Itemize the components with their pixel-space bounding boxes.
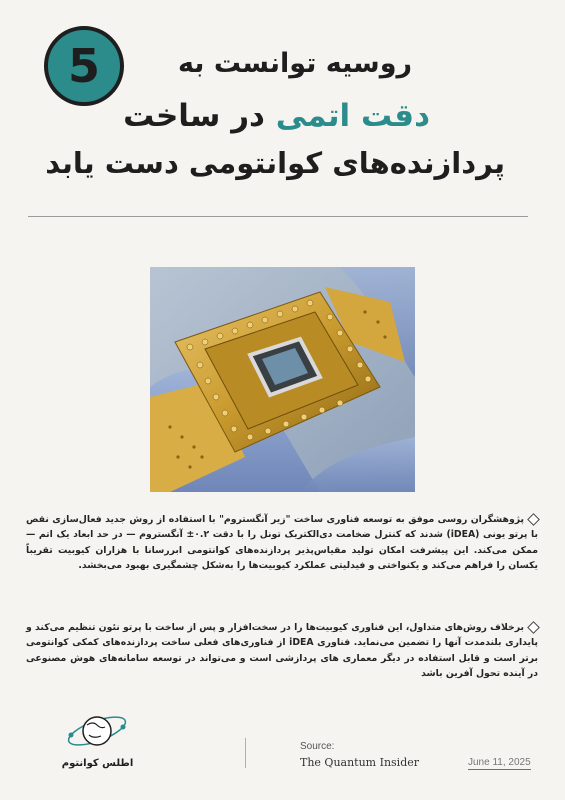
- headline-line-2-rest: در ساخت: [123, 98, 265, 134]
- paragraph-2-text: برخلاف روش‌های متداول، این فناوری کیوبیت‌ها را در سخت‌افزار و پس از ساخت با پرتو نئون تنظیم می‌کند و پایداری بلندمدت آنها را تضمین می‌نماید. فناوری iDEA از فناوری‌های فعلی ساخت پردازنده‌های کمکی کوانتومی برتر است و قابل استفاده در دیگر معماری های پردازشی است و می‌تواند در توسعه سامانه‌های هوش مصنوعی در آینده تحول آفرین باشد: [26, 622, 538, 679]
- quantum-atlas-logo: [57, 707, 137, 782]
- paragraph-2: [26, 620, 538, 681]
- headline-line-1: روسیه توانست به: [177, 48, 413, 79]
- source-name: The Quantum Insider: [300, 756, 420, 769]
- number-badge: [44, 26, 124, 106]
- headline-line-2: [123, 98, 430, 134]
- headline-line-3: پردازنده‌های کوانتومی دست یابد: [45, 146, 505, 180]
- diamond-bullet-icon: [527, 513, 540, 526]
- publish-date: June 11, 2025: [468, 757, 531, 768]
- paragraph-1-text: پژوهشگران روسی موفق به توسعه فناوری ساخت "زیر آنگستروم" با استفاده از روش جدید فعال‌سازی نقص با پرتو یونی (iDEA) شدند که کنترل ضخامت دی‌الکتریک تونل را با دقت ۰.۲± آنگستروم — در حد ابعاد یک اتم — ممکن می‌کند. این پیشرفت امکان تولید مقیاس‌پذیر پردازنده‌های کوانتومی ابررسانا با هزاران کیوبیت تقریباً یکسان را فراهم می‌کند و یکنواختی و فیدلیتی عملکرد کیوبیت‌ها را به‌شکل چشمگیری بهبود می‌بخشد.: [26, 514, 538, 571]
- headline-highlight: دقت اتمی: [275, 98, 430, 134]
- source-label: Source:: [300, 741, 335, 752]
- logo-brand-text: اطلس کوانتوم: [61, 758, 134, 769]
- divider: [28, 216, 528, 217]
- quantum-chip-photo: [150, 267, 415, 492]
- footer-divider: [245, 738, 246, 768]
- paragraph-1: [26, 512, 538, 573]
- diamond-bullet-icon: [527, 621, 540, 634]
- badge-number: 5: [67, 39, 100, 93]
